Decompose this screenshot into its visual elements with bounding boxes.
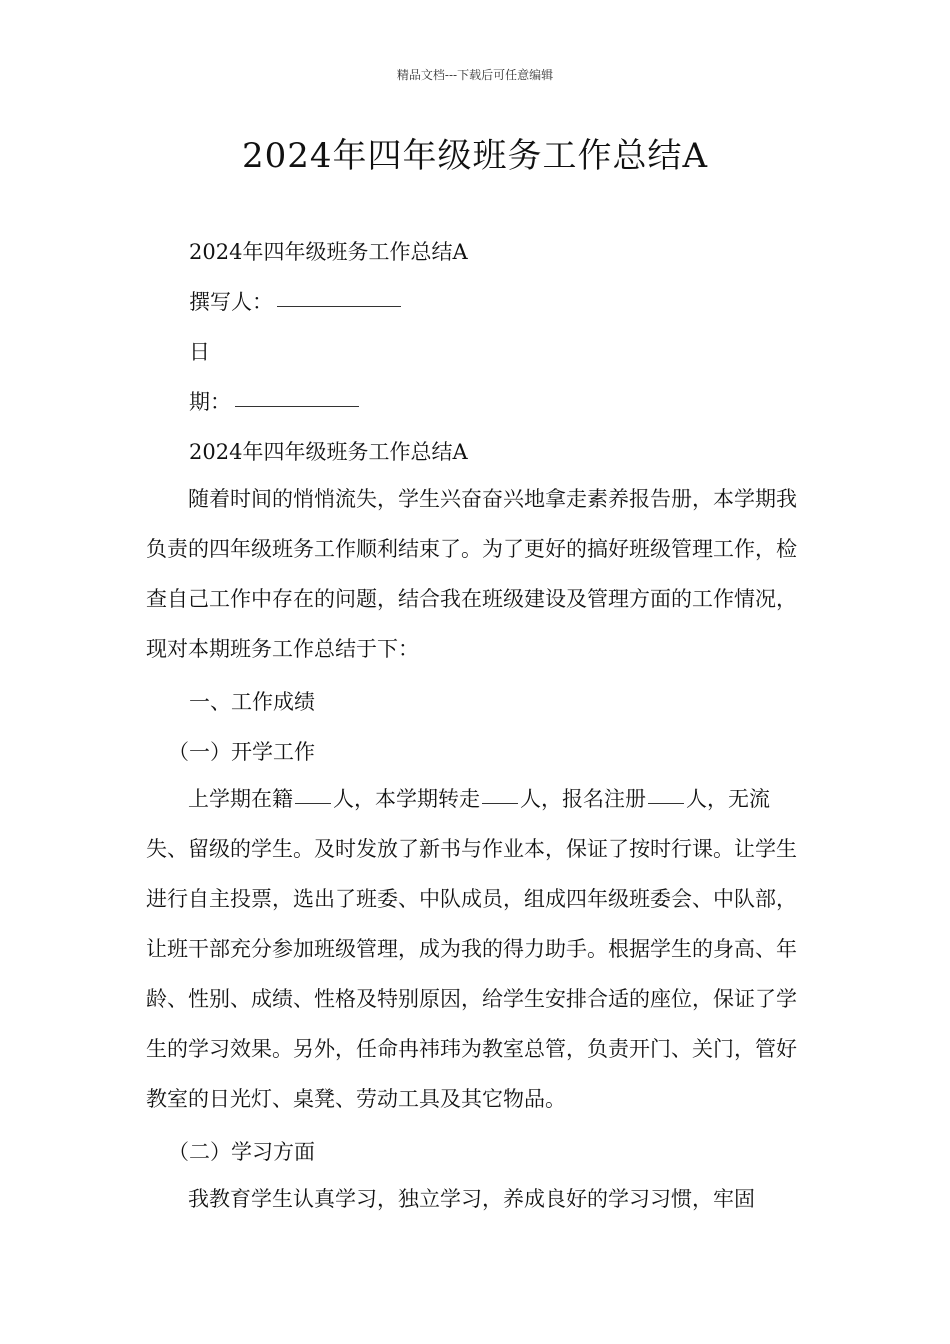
intro-paragraph: 随着时间的悄悄流失，学生兴奋奋兴地拿走素养报告册，本学期我负责的四年级班务工作顺利结束了。为了更好的搞好班级管理工作，检查自己工作中存在的问题，结合我在班级建设及管理方面的工作情况，现对本期班务工作总结于下： (146, 487, 797, 661)
date-line (189, 386, 359, 416)
transferred-count-blank (482, 802, 518, 804)
author-label: 撰写人： (189, 290, 273, 314)
section-heading-1: 一、工作成绩 (189, 690, 315, 714)
author-line (189, 286, 401, 316)
repeat-title-line: 2024年四年级班务工作总结A (189, 440, 468, 464)
paragraph-study: 我教育学生认真学习，独立学习，养成良好的学习习惯，牢固 (188, 1187, 755, 1211)
enrolled-count-blank (295, 802, 331, 804)
date-label: 期： (189, 390, 231, 414)
page-header: 精品文档---下载后可任意编辑 (396, 68, 554, 82)
document-title: 2024年四年级班务工作总结A (241, 136, 709, 176)
registered-count-blank (648, 802, 684, 804)
subtitle-line: 2024年四年级班务工作总结A (189, 240, 468, 264)
subsection-heading-1: （一）开学工作 (168, 740, 315, 764)
subsection-heading-2: （二）学习方面 (168, 1140, 315, 1164)
date-blank (235, 405, 359, 407)
paragraph-opening-work: 上学期在籍 人，本学期转走 人，报名注册 人，无流失、留级的学生。及时发放了新书与作业本，保证了按时行课。让学生进行自主投票，选出了班委、中队成员，组成四年级班委会、中队部，让班干部充分参加班级管理，成为我的得力助手。根据学生的身高、年龄、性别、成绩、性格及特别原因，给学生安排合适的座位，保证了学生的学习效果。另外，任命冉祎玮为教室总管，负责开门、关门，管好教室的日光灯、桌凳、劳动工具及其它物品。 (146, 787, 797, 1111)
date-label-part1: 日 (189, 340, 210, 364)
author-blank (277, 305, 401, 307)
